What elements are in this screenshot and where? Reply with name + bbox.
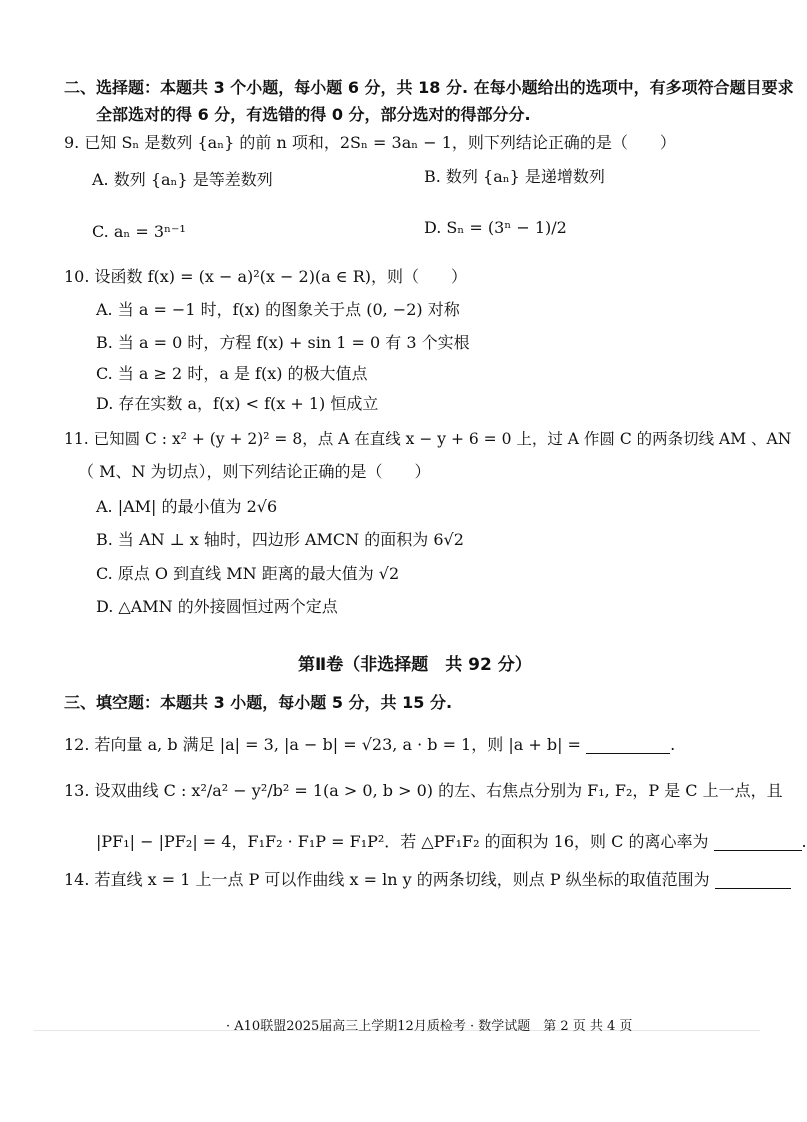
q12-stem: 12. 若向量 a, b 满足 |a| = 3, |a − b| = √23, a · b = 1，则 |a + b| =	[64, 735, 581, 754]
q10-option-d: D. 存在实数 a，f(x) < f(x + 1) 恒成立	[96, 394, 379, 413]
q11-stem-line2: （ M、N 为切点），则下列结论正确的是（ ）	[78, 462, 431, 481]
q10-stem: 10. 设函数 f(x) = (x − a)²(x − 2)(a ∈ R)，则（ ）	[64, 267, 468, 286]
q13-line2	[96, 832, 807, 852]
q10-option-b: B. 当 a = 0 时，方程 f(x) + sin 1 = 0 有 3 个实根	[96, 333, 470, 352]
q9-option-c: C. aₙ = 3ⁿ⁻¹	[92, 222, 186, 241]
q14-answer-blank[interactable]	[715, 872, 791, 889]
q13-line1: 13. 设双曲线 C : x²/a² − y²/b² = 1(a > 0, b > 0) 的左、右焦点分别为 F₁, F₂，P 是 C 上一点，且	[64, 781, 783, 800]
q9-option-a: A. 数列 {aₙ} 是等差数列	[92, 170, 273, 189]
q12-end: .	[670, 735, 676, 754]
q9-option-b: B. 数列 {aₙ} 是递增数列	[424, 167, 605, 186]
section2-heading-line2: 全部选对的得 6 分，有选错的得 0 分，部分选对的得部分分.	[96, 105, 531, 124]
q11-option-d: D. △AMN 的外接圆恒过两个定点	[96, 597, 338, 616]
q13-end: .	[801, 832, 807, 851]
q13-answer-blank[interactable]	[714, 834, 802, 851]
section3-heading: 三、填空题：本题共 3 小题，每小题 5 分，共 15 分.	[64, 693, 453, 712]
page-footer: · A10联盟2025届高三上学期12月质检考 · 数学试题 第 2 页 共 4 页	[226, 1019, 633, 1034]
q10-option-a: A. 当 a = −1 时，f(x) 的图象关于点 (0, −2) 对称	[96, 300, 460, 319]
q9-option-d: D. Sₙ = (3ⁿ − 1)/2	[424, 218, 567, 237]
q12-answer-blank[interactable]	[586, 737, 670, 754]
section2-heading-line1: 二、选择题：本题共 3 个小题，每小题 6 分，共 18 分. 在每小题给出的选项中，有多项符合题目要求	[64, 78, 794, 97]
q11-stem-line1: 11. 已知圆 C : x² + (y + 2)² = 8，点 A 在直线 x − y + 6 = 0 上，过 A 作圆 C 的两条切线 AM 、AN	[64, 430, 792, 448]
q12-text	[64, 735, 675, 755]
q14-text	[64, 870, 791, 890]
q11-option-a: A. |AM| 的最小值为 2√6	[96, 497, 278, 516]
q11-option-c: C. 原点 O 到直线 MN 距离的最大值为 √2	[96, 564, 400, 583]
q11-option-b: B. 当 AN ⊥ x 轴时，四边形 AMCN 的面积为 6√2	[96, 530, 464, 549]
q10-option-c: C. 当 a ≥ 2 时，a 是 f(x) 的极大值点	[96, 364, 368, 383]
q13-stem-line2: |PF₁| − |PF₂| = 4，F₁F₂ · F₁P = F₁P²．若 △PF₁F₂ 的面积为 16，则 C 的离心率为	[96, 832, 709, 851]
q14-stem: 14. 若直线 x = 1 上一点 P 可以作曲线 x = ln y 的两条切线，则点 P 纵坐标的取值范围为	[64, 870, 710, 889]
q9-stem: 9. 已知 Sₙ 是数列 {aₙ} 的前 n 项和，2Sₙ = 3aₙ − 1，则下列结论正确的是（ ）	[64, 133, 676, 152]
part2-title: 第Ⅱ卷（非选择题 共 92 分）	[298, 655, 532, 675]
